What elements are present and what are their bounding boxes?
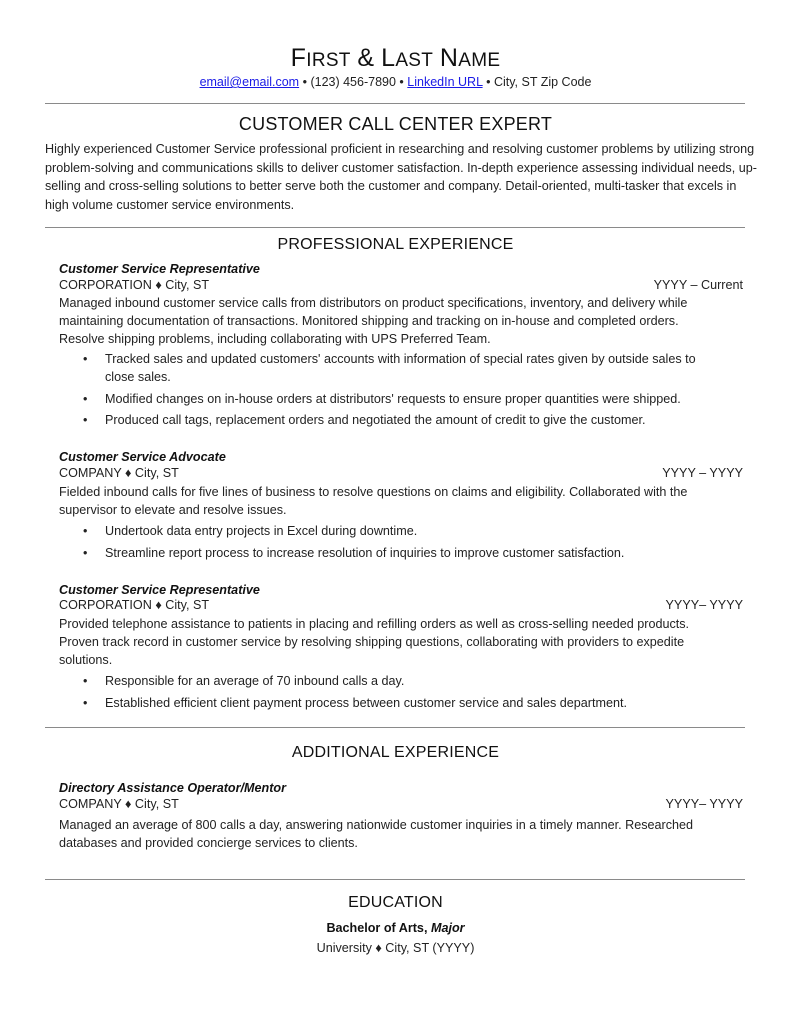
job-description: Fielded inbound calls for five lines of business to resolve questions on claims and eligibility. Collaborated with the supervisor to elevate and resolve issues. <box>59 485 688 517</box>
job-bullets <box>80 523 710 567</box>
job-bullets <box>80 351 710 434</box>
email-link[interactable]: email@email.com <box>199 75 300 89</box>
bullet-text: Tracked sales and updated customers' accounts with information of special rates given by outside sales to close sales. <box>105 352 696 384</box>
bullet: • <box>83 352 88 366</box>
job-dates: YYYY – Current <box>653 278 743 292</box>
job-description: Managed an average of 800 calls a day, answering nationwide customer inquiries in a timely manner. Researched databases and provided concierge services to clients. <box>59 818 694 850</box>
summary-paragraph: Highly experienced Customer Service professional proficient in researching and resolving customer problems by utilizing strong problem-solving and communications skills to deliver customer satisfaction. In-depth experience assessing individual needs, up-selling and cross-selling solutions to better serve both the customer and company. Detail-oriented, multi-tasker that excels in high volume customer service environments. <box>45 142 757 212</box>
bullet-text: Responsible for an average of 70 inbound calls a day. <box>105 674 405 688</box>
job-dates: YYYY– YYYY <box>665 797 743 811</box>
job-bullets <box>80 673 710 717</box>
bullet: • <box>83 695 88 710</box>
divider <box>45 227 745 228</box>
list-item <box>80 695 710 713</box>
section-heading-professional-experience: PROFESSIONAL EXPERIENCE <box>277 236 514 253</box>
bullet-text: Streamline report process to increase resolution of inquiries to improve customer satisfaction. <box>105 545 625 560</box>
list-item <box>80 351 710 387</box>
name-part: AST <box>395 50 434 71</box>
job-title: Directory Assistance Operator/Mentor <box>59 781 286 795</box>
name-part: AME <box>458 50 501 71</box>
list-item <box>80 391 710 409</box>
name-part: F <box>290 44 307 72</box>
job-dates: YYYY – YYYY <box>662 466 743 480</box>
name-part: N <box>439 44 459 72</box>
education-school: University ♦ City, ST (YYYY) <box>316 941 475 955</box>
job-title: Customer Service Representative <box>59 583 260 597</box>
job-description: Provided telephone assistance to patients in placing and refilling orders as well as cross-selling needed products. Proven track record in customer service by resolving shipping questions, collaborating with providers to expedite solutions. <box>59 617 690 667</box>
separator: • <box>302 75 307 89</box>
bullet: • <box>83 524 88 538</box>
job-organization: COMPANY ♦ City, ST <box>59 797 179 811</box>
candidate-name <box>0 44 791 73</box>
bullet-text: Established efficient client payment process between customer service and sales department. <box>105 695 627 710</box>
location: City, ST Zip Code <box>493 75 592 89</box>
linkedin-link[interactable]: LinkedIn URL <box>407 75 483 89</box>
bullet: • <box>83 413 88 428</box>
divider <box>45 727 745 728</box>
contact-line <box>0 75 791 89</box>
job-organization: CORPORATION ♦ City, ST <box>59 598 210 612</box>
section-heading-education: EDUCATION <box>348 894 443 911</box>
bullet: • <box>83 545 88 560</box>
job-organization: COMPANY ♦ City, ST <box>59 466 179 480</box>
name-part: IRST <box>306 50 351 71</box>
degree-name: Bachelor of Arts, <box>326 921 428 935</box>
name-part: & <box>357 44 375 72</box>
separator: • <box>486 75 491 89</box>
phone-number: (123) 456-7890 <box>310 75 396 89</box>
job-dates: YYYY– YYYY <box>665 598 743 612</box>
job-description: Managed inbound customer service calls from distributors on product specifications, inventory, and delivery while maintaining documentation of transactions. Monitored shipping and tracking on in-house and completed orders. Resolve shipping problems, including collaborating with UPS Preferred Team. <box>59 296 688 346</box>
name-part: L <box>381 44 396 72</box>
job-title: Customer Service Advocate <box>59 450 226 464</box>
divider <box>45 879 745 880</box>
list-item <box>80 412 710 430</box>
job-title: Customer Service Representative <box>59 262 260 276</box>
list-item <box>80 673 710 691</box>
bullet-text: Undertook data entry projects in Excel during downtime. <box>105 524 418 538</box>
list-item <box>80 545 710 563</box>
degree-major: Major <box>430 921 465 935</box>
section-heading-additional-experience: ADDITIONAL EXPERIENCE <box>291 744 500 761</box>
bullet: • <box>83 391 88 406</box>
divider <box>45 103 745 104</box>
education-degree <box>0 921 791 935</box>
headline: CUSTOMER CALL CENTER EXPERT <box>238 114 553 134</box>
job-organization: CORPORATION ♦ City, ST <box>59 278 210 292</box>
bullet-text: Modified changes on in-house orders at distributors' requests to ensure proper quantities were shipped. <box>105 391 681 406</box>
separator: • <box>399 75 404 89</box>
bullet-text: Produced call tags, replacement orders and negotiated the amount of credit to give the customer. <box>105 413 646 428</box>
bullet: • <box>83 674 88 688</box>
list-item <box>80 523 710 541</box>
